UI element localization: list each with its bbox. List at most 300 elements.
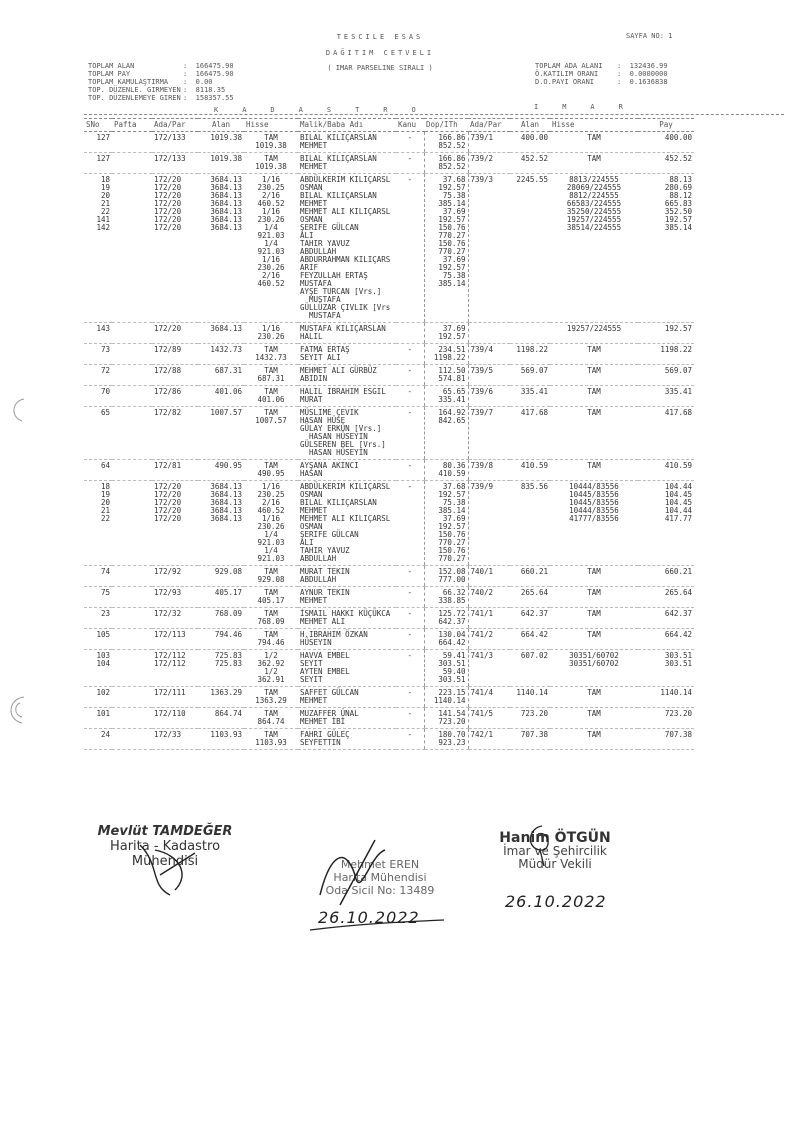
cell-pay: 723.20 — [638, 708, 694, 729]
cell-dop: 125.72 642.37 — [424, 608, 468, 629]
table-row — [84, 460, 694, 481]
cell-kanu: - — [396, 587, 424, 608]
cell-dop: 223.15 1140.14 — [424, 687, 468, 708]
cell-sno: 73 — [84, 344, 112, 365]
table-row — [84, 132, 694, 153]
cell-ialan: 723.20 — [510, 708, 550, 729]
table-row — [84, 566, 694, 587]
cell-ihisse: 8813/224555 28069/224555 8812/224555 66583/224555 35250/224555 19257/224555 38514/224555 — [550, 174, 638, 323]
cell-alan: 490.95 — [198, 460, 244, 481]
cell-pafta — [112, 365, 152, 386]
summary-right — [535, 62, 668, 86]
cell-malik: ABDÜLKERIM KILIÇARSL OSMAN BILAL KILIÇARSLAN MEHMET MEHMET ALI KILIÇARSL OSMAN ŞERIFE GÜLCAN ALI TAHIR YAVUZ ABDULLAH ABDURRAHMAN KILIÇARS ARIF FEYZULLAH ERTAŞ MUSTAFA AYŞE TURCAN [Vrs.] MUSTAFA GÜLLÜZAR ÇIVLIK [Vrs MUSTAFA — [298, 174, 396, 323]
cell-alan: 3684.13 — [198, 323, 244, 344]
table-row — [84, 687, 694, 708]
document-title — [300, 32, 460, 74]
summary-right-row — [535, 78, 668, 86]
summary-left-row — [88, 78, 234, 86]
cell-pay: 569.07 — [638, 365, 694, 386]
cell-malik: FAHRI GÜLEÇ SEYFETTIN — [298, 729, 396, 750]
signer-2-name: Mehmet EREN — [340, 858, 420, 871]
cell-ialan — [510, 323, 550, 344]
table-row — [84, 323, 694, 344]
cell-pafta — [112, 407, 152, 460]
summary-right-label: TOPLAM ADA ALANI — [535, 62, 603, 70]
summary-left-row — [88, 94, 234, 102]
signature-scribble-2 — [300, 835, 410, 915]
cell-ialan: 1140.14 — [510, 687, 550, 708]
cell-kanu: - — [396, 153, 424, 174]
cell-pafta — [112, 587, 152, 608]
cell-pafta — [112, 608, 152, 629]
cell-dop: 112.50 574.81 — [424, 365, 468, 386]
cell-hisse: TAM 1103.93 — [244, 729, 298, 750]
summary-left — [88, 62, 234, 102]
cell-sno: 72 — [84, 365, 112, 386]
cell-ihisse: TAM — [550, 629, 638, 650]
summary-left-label: TOPLAM PAY — [88, 70, 131, 78]
cell-hisse: TAM 687.31 — [244, 365, 298, 386]
cell-iadapar: 739/9 — [468, 481, 510, 566]
cell-iadapar: 740/1 — [468, 566, 510, 587]
summary-left-row — [88, 86, 234, 94]
cell-alan: 794.46 — [198, 629, 244, 650]
page-number: SAYFA NO: 1 — [626, 32, 673, 40]
cell-ialan: 707.38 — [510, 729, 550, 750]
cell-pay: 192.57 — [638, 323, 694, 344]
column-header: Malik/Baba Adı — [298, 119, 396, 132]
cell-ihisse: TAM — [550, 566, 638, 587]
cell-malik: MUSTAFA KILIÇARSLAN HALIL — [298, 323, 396, 344]
cell-ialan: 417.68 — [510, 407, 550, 460]
cell-malik: MEHMET ALI GÜRBÜZ ABIDIN — [298, 365, 396, 386]
cell-adapar: 172/133 — [152, 153, 198, 174]
column-header: Alan — [510, 119, 550, 132]
cell-kanu: - — [396, 687, 424, 708]
cell-iadapar: 742/1 — [468, 729, 510, 750]
cell-pay: 660.21 — [638, 566, 694, 587]
cell-adapar: 172/20 172/20 172/20 172/20 172/20 — [152, 481, 198, 566]
cell-adapar: 172/89 — [152, 344, 198, 365]
cell-adapar: 172/86 — [152, 386, 198, 407]
signature-2-date: 26.10.2022 — [318, 908, 420, 927]
cell-iadapar — [468, 323, 510, 344]
cell-kanu: - — [396, 365, 424, 386]
table-row — [84, 386, 694, 407]
table-row — [84, 174, 694, 323]
cell-pafta — [112, 460, 152, 481]
cell-kanu: - — [396, 344, 424, 365]
title-line-2: DAĞITIM CETVELI — [325, 49, 435, 57]
signer-1-title: Harita - Kadastro — [109, 839, 221, 854]
cell-ialan: 2245.55 — [510, 174, 550, 323]
summary-left-value: 166475.90 — [195, 62, 234, 70]
cell-kanu: - — [396, 566, 424, 587]
cell-hisse: TAM 929.08 — [244, 566, 298, 587]
cell-alan: 1019.38 — [198, 132, 244, 153]
cell-sno: 103 104 — [84, 650, 112, 687]
cell-dop: 234.51 1198.22 — [424, 344, 468, 365]
summary-left-separator: : — [183, 70, 196, 78]
cell-iadapar: 739/8 — [468, 460, 510, 481]
cell-ihisse: 30351/60702 30351/60702 — [550, 650, 638, 687]
cell-adapar: 172/88 — [152, 365, 198, 386]
cell-adapar: 172/133 — [152, 132, 198, 153]
cell-ihisse: TAM — [550, 132, 638, 153]
cell-sno: 143 — [84, 323, 112, 344]
cell-alan: 864.74 — [198, 708, 244, 729]
cell-iadapar: 739/5 — [468, 365, 510, 386]
signer-2-role: Oda Sicil No: 13489 — [325, 884, 435, 897]
cell-iadapar: 741/4 — [468, 687, 510, 708]
cell-pay: 1198.22 — [638, 344, 694, 365]
title-line-1: TESCILE ESAS — [336, 33, 424, 41]
summary-right-value: 0.0000000 — [629, 70, 668, 78]
summary-right-label: Ö.KATILIM ORANI — [535, 70, 599, 78]
cell-kanu: - — [396, 650, 424, 687]
cell-kanu: - — [396, 481, 424, 566]
cell-ihisse: 19257/224555 — [550, 323, 638, 344]
cell-ihisse: TAM — [550, 407, 638, 460]
cell-dop: 164.92 842.65 — [424, 407, 468, 460]
distribution-table — [84, 118, 694, 750]
summary-left-label: TOPLAM ALAN — [88, 62, 135, 70]
summary-right-separator: : — [617, 70, 630, 78]
cell-adapar: 172/81 — [152, 460, 198, 481]
signature-scribble-3 — [520, 820, 560, 870]
signer-3-name: Hanim ÖTGÜN — [499, 830, 611, 846]
cell-alan: 401.06 — [198, 386, 244, 407]
cell-alan: 3684.13 3684.13 3684.13 3684.13 3684.13 3684.13 3684.13 — [198, 174, 244, 323]
cell-adapar: 172/111 — [152, 687, 198, 708]
cell-adapar: 172/32 — [152, 608, 198, 629]
signer-3-title: İmar ve Şehircilik — [503, 844, 607, 858]
summary-right-label: D.O.PAYI ORANI — [535, 78, 595, 86]
cell-sno: 102 — [84, 687, 112, 708]
summary-right-row — [535, 62, 668, 70]
column-header: Kanu — [396, 119, 424, 132]
cell-alan: 1007.57 — [198, 407, 244, 460]
summary-right-value: 0.1636838 — [629, 78, 668, 86]
cell-iadapar: 741/5 — [468, 708, 510, 729]
cell-kanu: - — [396, 729, 424, 750]
cell-sno: 23 — [84, 608, 112, 629]
cell-malik: HALIL IBRAHIM ESGIL MURAT — [298, 386, 396, 407]
cell-pay: 265.64 — [638, 587, 694, 608]
cell-hisse: TAM 401.06 — [244, 386, 298, 407]
cell-ialan: 642.37 — [510, 608, 550, 629]
cell-adapar: 172/110 — [152, 708, 198, 729]
cell-iadapar: 739/6 — [468, 386, 510, 407]
cell-kanu: - — [396, 407, 424, 460]
cell-ialan: 335.41 — [510, 386, 550, 407]
cell-hisse: TAM 1363.29 — [244, 687, 298, 708]
cell-kanu: - — [396, 708, 424, 729]
cell-adapar: 172/92 — [152, 566, 198, 587]
cell-dop: 152.08 777.00 — [424, 566, 468, 587]
cell-ihisse: TAM — [550, 729, 638, 750]
cell-ihisse: 10444/83556 10445/83556 10445/83556 10444/83556 41777/83556 — [550, 481, 638, 566]
cell-ihisse: TAM — [550, 708, 638, 729]
cell-hisse: TAM 1007.57 — [244, 407, 298, 460]
cell-ihisse: TAM — [550, 460, 638, 481]
cell-adapar: 172/20 172/20 172/20 172/20 172/20 172/20 172/20 — [152, 174, 198, 323]
cell-dop: 59.41 303.51 59.40 303.51 — [424, 650, 468, 687]
column-header: Ada/Par — [468, 119, 510, 132]
summary-left-separator: : — [183, 78, 196, 86]
cell-iadapar: 739/3 — [468, 174, 510, 323]
table-row — [84, 481, 694, 566]
cell-sno: 127 — [84, 153, 112, 174]
cell-hisse: TAM 1019.38 — [244, 132, 298, 153]
column-header: Pafta — [112, 119, 152, 132]
cell-pafta — [112, 481, 152, 566]
title-line-3: ( IMAR PARSELINE SIRALI ) — [327, 64, 433, 72]
signer-3-role: Müdür Vekili — [518, 857, 592, 871]
cell-dop: 37.68 192.57 75.38 385.14 37.69 192.57 150.76 770.27 150.76 770.27 — [424, 481, 468, 566]
column-header: Hisse — [550, 119, 638, 132]
cell-kanu — [396, 323, 424, 344]
cell-sno: 127 — [84, 132, 112, 153]
cell-alan: 1019.38 — [198, 153, 244, 174]
cell-sno: 101 — [84, 708, 112, 729]
cell-iadapar: 739/1 — [468, 132, 510, 153]
table-row — [84, 608, 694, 629]
column-header: Hisse — [244, 119, 298, 132]
column-header: Pay — [638, 119, 694, 132]
cell-iadapar: 741/3 — [468, 650, 510, 687]
cell-ialan: 607.02 — [510, 650, 550, 687]
cell-ialan: 835.56 — [510, 481, 550, 566]
cell-alan: 1363.29 — [198, 687, 244, 708]
cell-pay: 400.00 — [638, 132, 694, 153]
cell-alan: 3684.13 3684.13 3684.13 3684.13 3684.13 — [198, 481, 244, 566]
cell-hisse: TAM 1019.38 — [244, 153, 298, 174]
cell-pafta — [112, 629, 152, 650]
cell-malik: MÜSLIME ÇEVIK HASAN HÜSE GÜLAY ERKÜN [Vrs.] HASAN HÜSEYIN GÜLSEREN BEL [Vrs.] HASAN HÜSEYIN — [298, 407, 396, 460]
cell-ialan: 452.52 — [510, 153, 550, 174]
table-row — [84, 650, 694, 687]
cell-iadapar: 739/4 — [468, 344, 510, 365]
table-header — [84, 119, 694, 132]
cell-ialan: 400.00 — [510, 132, 550, 153]
cell-sno: 64 — [84, 460, 112, 481]
cell-pay: 664.42 — [638, 629, 694, 650]
cell-adapar: 172/33 — [152, 729, 198, 750]
cell-sno: 74 — [84, 566, 112, 587]
cell-sno: 18 19 20 21 22 141 142 — [84, 174, 112, 323]
signer-2-title: Harita Mühendisi — [333, 871, 427, 884]
cell-pafta — [112, 323, 152, 344]
cell-malik: H.IBRAHIM ÖZKAN HÜSEYIN — [298, 629, 396, 650]
cell-dop: 37.68 192.57 75.38 385.14 37.69 192.57 150.76 770.27 150.76 770.27 37.69 192.57 75.38 385.14 — [424, 174, 468, 323]
cell-dop: 80.36 410.59 — [424, 460, 468, 481]
column-header: SNo — [84, 119, 112, 132]
section-imar: IMAR — [534, 103, 647, 111]
cell-dop: 141.54 723.20 — [424, 708, 468, 729]
cell-alan: 768.09 — [198, 608, 244, 629]
summary-left-label: TOP. DÜZENLEMEYE GIREN — [88, 94, 181, 102]
summary-left-separator: : — [183, 62, 196, 70]
cell-dop: 130.04 664.42 — [424, 629, 468, 650]
cell-ialan: 1198.22 — [510, 344, 550, 365]
cell-kanu: - — [396, 608, 424, 629]
cell-pafta — [112, 708, 152, 729]
cell-sno: 75 — [84, 587, 112, 608]
cell-ialan: 664.42 — [510, 629, 550, 650]
cell-ialan: 410.59 — [510, 460, 550, 481]
cell-dop: 66.32 338.85 — [424, 587, 468, 608]
punch-mark-top — [8, 395, 30, 425]
signature-scribble-1 — [100, 835, 230, 905]
date-underline-2 — [308, 918, 448, 934]
summary-right-row — [535, 70, 668, 78]
cell-adapar: 172/20 — [152, 323, 198, 344]
signer-1-name: Mevlüt TAMDEĞER — [97, 824, 233, 839]
cell-pafta — [112, 729, 152, 750]
cell-pay: 417.68 — [638, 407, 694, 460]
cell-pay: 642.37 — [638, 608, 694, 629]
cell-alan: 1103.93 — [198, 729, 244, 750]
cell-hisse: TAM 768.09 — [244, 608, 298, 629]
summary-left-label: TOPLAM KAMULAŞTIRMA — [88, 78, 169, 86]
cell-pafta — [112, 650, 152, 687]
cell-malik: MURAT TEKIN ABDULLAH — [298, 566, 396, 587]
column-header: Dop/ITh — [424, 119, 468, 132]
summary-left-separator: : — [183, 94, 196, 102]
cell-hisse: 1/16 230.26 — [244, 323, 298, 344]
cell-malik: İSMAIL HAKKI KÜÇÜKCA MEHMET ALI — [298, 608, 396, 629]
cell-pay: 452.52 — [638, 153, 694, 174]
cell-ihisse: TAM — [550, 608, 638, 629]
cell-sno: 70 — [84, 386, 112, 407]
summary-right-separator: : — [617, 62, 630, 70]
cell-ialan: 660.21 — [510, 566, 550, 587]
cell-pafta — [112, 153, 152, 174]
column-header: Ada/Par — [152, 119, 198, 132]
cell-alan: 687.31 — [198, 365, 244, 386]
cell-alan: 405.17 — [198, 587, 244, 608]
summary-left-value: 0.00 — [195, 78, 213, 86]
summary-left-value: 166475.90 — [195, 70, 234, 78]
cell-hisse: 1/16 230.25 2/16 460.52 1/16 230.26 1/4 921.03 1/4 921.03 — [244, 481, 298, 566]
cell-malik: ABDÜLKERIM KILIÇARSL OSMAN BILAL KILIÇARSLAN MEHMET MEHMET ALI KILIÇARSL OSMAN ŞERIFE GÜLCAN ALI TAHIR YAVUZ ABDULLAH — [298, 481, 396, 566]
cell-ihisse: TAM — [550, 587, 638, 608]
cell-hisse: TAM 405.17 — [244, 587, 298, 608]
summary-left-value: 8118.35 — [195, 86, 226, 94]
cell-iadapar: 741/2 — [468, 629, 510, 650]
cell-dop: 166.86 852.52 — [424, 153, 468, 174]
table-row — [84, 407, 694, 460]
cell-adapar: 172/112 172/112 — [152, 650, 198, 687]
cell-alan: 929.08 — [198, 566, 244, 587]
cell-malik: AYNUR TEKIN MEHMET — [298, 587, 396, 608]
table-row — [84, 708, 694, 729]
cell-ihisse: TAM — [550, 386, 638, 407]
cell-kanu: - — [396, 174, 424, 323]
cell-sno: 65 — [84, 407, 112, 460]
cell-malik: MUZAFFER ÜNAL MEHMET İBİ — [298, 708, 396, 729]
cell-dop: 37.69 192.57 — [424, 323, 468, 344]
table-row — [84, 153, 694, 174]
cell-ihisse: TAM — [550, 153, 638, 174]
cell-iadapar: 740/2 — [468, 587, 510, 608]
summary-left-label: TOP. DÜZENLE. GIRMEYEN — [88, 86, 181, 94]
cell-alan: 1432.73 — [198, 344, 244, 365]
punch-mark-bottom — [4, 693, 34, 727]
cell-ihisse: TAM — [550, 344, 638, 365]
cell-malik: FATMA ERTAŞ SEYIT ALI — [298, 344, 396, 365]
cell-dop: 180.70 923.23 — [424, 729, 468, 750]
cell-hisse: 1/2 362.92 1/2 362.91 — [244, 650, 298, 687]
cell-sno: 18 19 20 21 22 — [84, 481, 112, 566]
cell-ihisse: TAM — [550, 365, 638, 386]
divider — [84, 114, 784, 115]
cell-hisse: 1/16 230.25 2/16 460.52 1/16 230.26 1/4 921.03 1/4 921.03 1/16 230.26 2/16 460.52 — [244, 174, 298, 323]
summary-left-value: 158357.55 — [195, 94, 234, 102]
cell-pay: 303.51 303.51 — [638, 650, 694, 687]
cell-malik: BILAL KILIÇARSLAN MEHMET — [298, 132, 396, 153]
cell-alan: 725.83 725.83 — [198, 650, 244, 687]
cell-pafta — [112, 132, 152, 153]
summary-left-separator: : — [183, 86, 196, 94]
cell-kanu: - — [396, 386, 424, 407]
summary-left-row — [88, 62, 234, 70]
cell-pafta — [112, 174, 152, 323]
cell-malik: BILAL KILIÇARSLAN MEHMET — [298, 153, 396, 174]
cell-dop: 65.65 335.41 — [424, 386, 468, 407]
section-kadastro: KADASTRO — [214, 106, 440, 114]
signature-3-date: 26.10.2022 — [505, 892, 607, 911]
cell-malik: AYŞANA AKINCI HASAN — [298, 460, 396, 481]
table-row — [84, 365, 694, 386]
cell-hisse: TAM 1432.73 — [244, 344, 298, 365]
cell-pay: 410.59 — [638, 460, 694, 481]
cell-dop: 166.86 852.52 — [424, 132, 468, 153]
cell-adapar: 172/93 — [152, 587, 198, 608]
cell-ialan: 265.64 — [510, 587, 550, 608]
cell-malik: SAFFET GÜLCAN MEHMET — [298, 687, 396, 708]
cell-pay: 104.44 104.45 104.45 104.44 417.77 — [638, 481, 694, 566]
cell-adapar: 172/113 — [152, 629, 198, 650]
cell-pafta — [112, 687, 152, 708]
table-row — [84, 729, 694, 750]
cell-sno: 24 — [84, 729, 112, 750]
cell-kanu: - — [396, 132, 424, 153]
column-header: Alan — [198, 119, 244, 132]
cell-sno: 105 — [84, 629, 112, 650]
cell-iadapar: 739/7 — [468, 407, 510, 460]
cell-kanu: - — [396, 460, 424, 481]
cell-ialan: 569.07 — [510, 365, 550, 386]
cell-kanu: - — [396, 629, 424, 650]
cell-hisse: TAM 864.74 — [244, 708, 298, 729]
cell-iadapar: 741/1 — [468, 608, 510, 629]
cell-pay: 335.41 — [638, 386, 694, 407]
cell-pafta — [112, 566, 152, 587]
cell-malik: HAVVA EMBEL SEYIT AYTEN EMBEL SEYIT — [298, 650, 396, 687]
table-row — [84, 344, 694, 365]
summary-right-separator: : — [617, 78, 630, 86]
cell-pafta — [112, 344, 152, 365]
table-row — [84, 629, 694, 650]
cell-pay: 707.38 — [638, 729, 694, 750]
table-row — [84, 587, 694, 608]
cell-iadapar: 739/2 — [468, 153, 510, 174]
cell-pay: 88.13 280.69 88.12 665.83 352.50 192.57 385.14 — [638, 174, 694, 323]
cell-pay: 1140.14 — [638, 687, 694, 708]
cell-pafta — [112, 386, 152, 407]
